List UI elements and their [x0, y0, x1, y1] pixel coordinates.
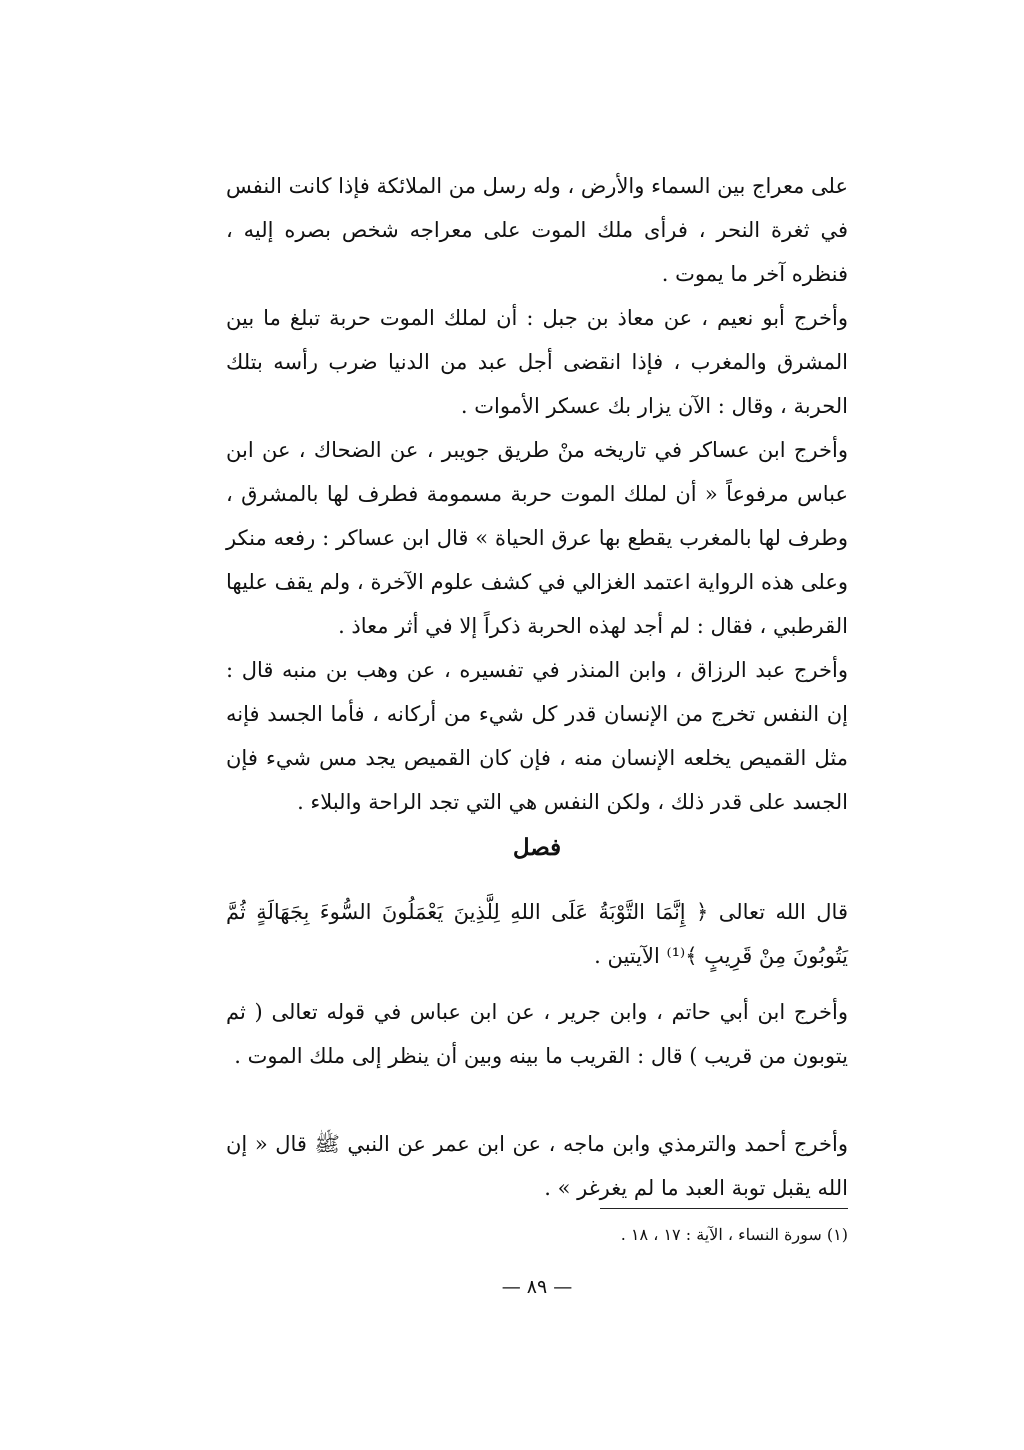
paragraph-1: على معراج بين السماء والأرض ، وله رسل من الملائكة فإذا كانت النفس في ثغرة النحر ، فرأى ملك الموت على معراجه شخص بصره إليه ، فنظره آخر ما يموت .	[226, 174, 848, 286]
paragraph-5-quran-verse: قال الله تعالى ﴿ إِنَّمَا التَّوْبَةُ عَلَى اللهِ لِلَّذِينَ يَعْمَلُونَ السُّوءَ بِجَهَالَةٍ ثُمَّ يَتُوبُونَ مِنْ قَرِيبٍ ﴾⁽¹⁾ الآيتين .	[226, 900, 848, 968]
page-number: — ٨٩ —	[501, 1276, 573, 1298]
footnote: (١) سورة النساء ، الآية : ١٧ ، ١٨ .	[620, 1225, 848, 1244]
section-heading: فصل	[512, 834, 562, 861]
paragraph-2: وأخرج أبو نعيم ، عن معاذ بن جبل : أن لملك الموت حربة تبلغ ما بين المشرق والمغرب ، فإذا انقضى أجل عبد من الدنيا ضرب رأسه بتلك الحربة ، وقال : الآن يزار بك عسكر الأموات .	[226, 306, 848, 418]
paragraph-6: وأخرج ابن أبي حاتم ، وابن جرير ، عن ابن عباس في قوله تعالى ( ثم يتوبون من قريب ) قال : القريب ما بينه وبين أن ينظر إلى ملك الموت .	[226, 1000, 848, 1068]
paragraph-3: وأخرج ابن عساكر في تاريخه منْ طريق جويبر ، عن الضحاك ، عن ابن عباس مرفوعاً « أن لملك الموت حربة مسمومة فطرف لها بالمشرق ، وطرف لها بالمغرب يقطع بها عرق الحياة » قال ابن عساكر : رفعه منكر وعلى هذه الرواية اعتمد الغزالي في كشف علوم الآخرة ، ولم يقف عليها القرطبي ، فقال : لم أجد لهذه الحربة ذكراً إلا في أثر معاذ .	[226, 438, 848, 638]
paragraph-4: وأخرج عبد الرزاق ، وابن المنذر في تفسيره ، عن وهب بن منبه قال : إن النفس تخرج من الإنسان قدر كل شيء من أركانه ، فأما الجسد فإنه مثل القميص يخلعه الإنسان منه ، فإن كان القميص يجد مس شيء فإن الجسد على قدر ذلك ، ولكن النفس هي التي تجد الراحة والبلاء .	[226, 658, 848, 814]
paragraph-7: وأخرج أحمد والترمذي وابن ماجه ، عن ابن عمر عن النبي ﷺ قال « إن الله يقبل توبة العبد ما لم يغرغر » .	[226, 1132, 848, 1200]
footnote-divider	[600, 1208, 848, 1209]
